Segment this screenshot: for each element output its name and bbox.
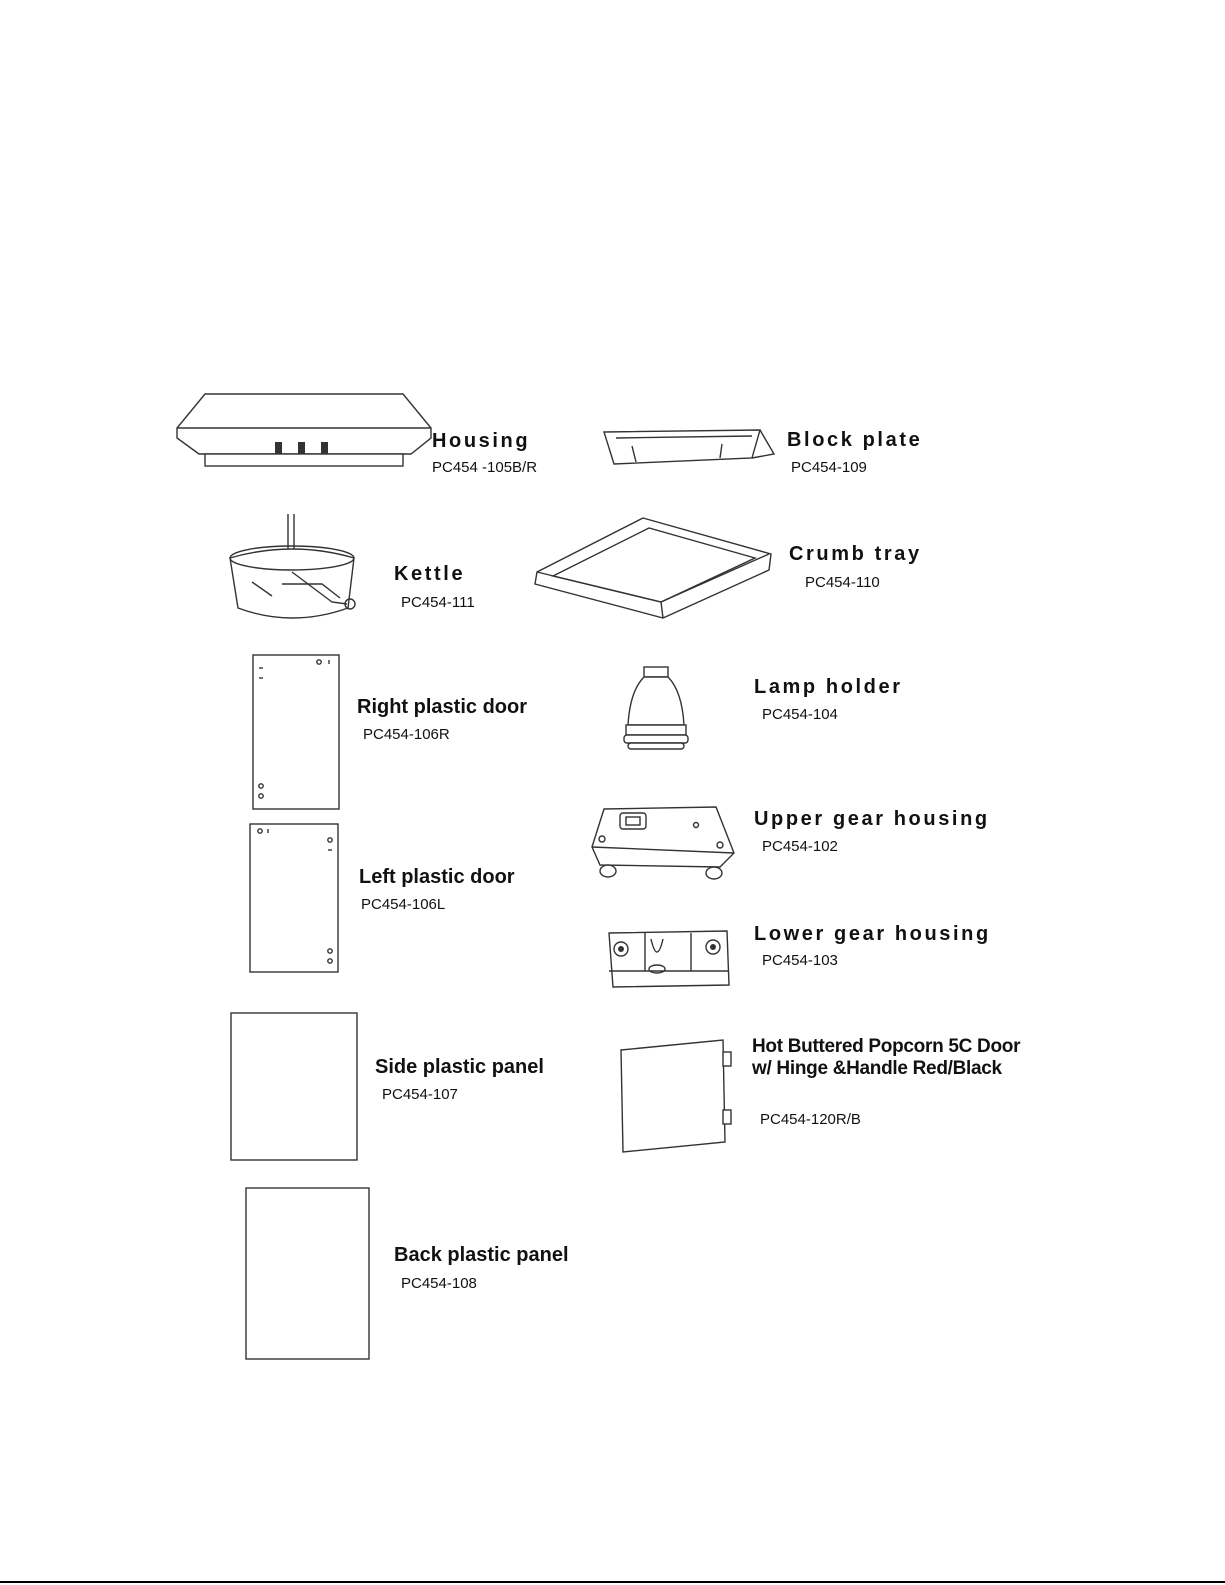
part-code-housing: PC454 -105B/R — [432, 459, 538, 476]
part-code-block-plate: PC454-109 — [791, 459, 867, 476]
part-name-side-plastic-panel: Side plastic panel — [375, 1056, 544, 1078]
kettle-icon — [222, 512, 367, 632]
part-name-crumb-tray: Crumb tray — [789, 543, 922, 565]
upper-gear-housing-icon — [590, 803, 738, 881]
part-name-housing: Housing — [432, 430, 531, 452]
part-code-kettle: PC454-111 — [401, 594, 475, 611]
part-code-back-plastic-panel: PC454-108 — [401, 1275, 477, 1292]
back-plastic-panel-icon — [245, 1187, 370, 1361]
housing-icon — [175, 392, 435, 472]
part-name-left-plastic-door: Left plastic door — [359, 866, 515, 888]
part-code-lamp-holder: PC454-104 — [762, 706, 838, 723]
part-code-right-plastic-door: PC454-106R — [363, 726, 450, 743]
page-bottom-rule — [0, 1581, 1225, 1583]
part-name-lamp-holder: Lamp holder — [754, 676, 903, 698]
block-plate-icon — [602, 424, 777, 472]
part-name-back-plastic-panel: Back plastic panel — [394, 1244, 569, 1266]
part-name-block-plate: Block plate — [787, 429, 923, 451]
right-plastic-door-icon — [251, 653, 341, 811]
part-name-lower-gear-housing: Lower gear housing — [754, 923, 991, 945]
part-code-upper-gear-housing: PC454-102 — [762, 838, 838, 855]
part-code-side-plastic-panel: PC454-107 — [382, 1086, 458, 1103]
part-code-left-plastic-door: PC454-106L — [361, 896, 446, 913]
part-code-popcorn-door: PC454-120R/B — [760, 1111, 861, 1128]
part-code-crumb-tray: PC454-110 — [805, 574, 880, 591]
left-plastic-door-icon — [248, 822, 340, 974]
part-code-lower-gear-housing: PC454-103 — [762, 952, 838, 969]
part-name-popcorn-door: Hot Buttered Popcorn 5C Door w/ Hinge &Handle Red/Black — [752, 1036, 1021, 1079]
lamp-holder-icon — [620, 665, 692, 753]
crumb-tray-icon — [533, 514, 778, 622]
part-name-right-plastic-door: Right plastic door — [357, 696, 527, 718]
part-name-kettle: Kettle — [394, 563, 466, 585]
popcorn-door-icon — [617, 1036, 737, 1156]
part-name-upper-gear-housing: Upper gear housing — [754, 808, 990, 830]
side-plastic-panel-icon — [230, 1012, 358, 1162]
lower-gear-housing-icon — [605, 925, 733, 991]
